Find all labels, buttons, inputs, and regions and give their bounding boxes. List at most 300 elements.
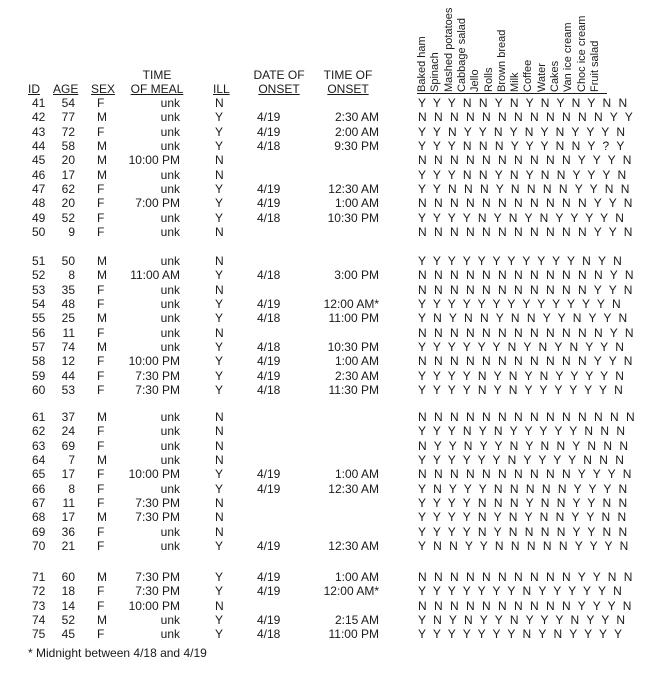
cell-id: 52 (32, 268, 46, 283)
cell-foods: Y N Y N N Y N N Y Y N Y Y N (418, 311, 630, 326)
cell-sex: M (97, 570, 107, 584)
cell-id: 67 (32, 496, 46, 511)
header-date-line2: ONSET (258, 82, 300, 96)
cell-foods: Y Y Y Y N Y N Y N Y Y Y Y N (418, 368, 626, 383)
cell-id: 69 (32, 524, 46, 539)
cell-id: 71 (32, 570, 46, 584)
cell-date: 4/19 (257, 467, 281, 482)
cell-sex: F (97, 467, 105, 482)
cell-age: 58 (61, 139, 75, 154)
table-row (0, 168, 652, 183)
food-header (444, 4, 456, 92)
cell-onset: 1:00 AM (334, 570, 379, 584)
cell-age: 74 (61, 340, 75, 355)
cell-onset: 12:30 AM (328, 481, 379, 496)
table-row (0, 439, 652, 454)
header-onset-line2: ONSET (327, 82, 369, 96)
table-row (0, 369, 652, 384)
cell-id: 47 (32, 182, 46, 197)
table-row (0, 125, 652, 140)
cell-id: 68 (32, 510, 46, 525)
cell-foods: Y N Y N Y Y N Y Y Y N Y Y N (418, 613, 628, 628)
cell-age: 48 (61, 297, 75, 312)
table-row (0, 424, 652, 439)
cell-ill: Y (215, 467, 224, 482)
cell-foods: Y N Y Y Y N N N N N Y Y Y N (418, 481, 630, 496)
cell-age: 37 (61, 410, 75, 424)
cell-ill: Y (215, 354, 224, 369)
food-header-label: Coffee (522, 59, 535, 92)
cell-sex: M (97, 153, 107, 168)
cell-meal: 10:00 PM (128, 467, 180, 482)
cell-age: 11 (62, 325, 75, 340)
table-row (0, 283, 652, 298)
cell-id: 45 (32, 153, 46, 168)
cell-id: 72 (32, 584, 46, 599)
cell-sex: M (97, 311, 107, 326)
cell-foods: N N N N N N N N N N Y Y N N (418, 570, 635, 584)
cell-meal: unk (160, 110, 180, 125)
cell-id: 74 (32, 613, 46, 628)
cell-age: 45 (61, 627, 75, 642)
cell-date: 4/19 (257, 539, 281, 554)
cell-ill: Y (215, 383, 224, 398)
header-id-label: ID (28, 82, 40, 96)
food-header (417, 4, 429, 92)
header-date-of-onset (250, 68, 308, 96)
cell-date: 4/18 (257, 139, 281, 154)
table-row (0, 510, 652, 525)
cell-meal: 10:00 PM (128, 354, 180, 369)
cell-foods: N N N N N N N N N N N N Y N (418, 268, 636, 283)
cell-date: 4/19 (257, 110, 281, 125)
cell-date: 4/18 (257, 627, 281, 642)
cell-foods: N N N N N N N N N N N Y Y N (418, 354, 635, 369)
cell-sex: F (97, 496, 105, 511)
table-row (0, 211, 652, 226)
cell-sex: F (97, 424, 105, 439)
cell-age: 69 (61, 438, 75, 453)
header-age-label: AGE (53, 82, 79, 96)
cell-ill: N (215, 424, 224, 439)
cell-meal: 7:00 PM (135, 196, 180, 211)
cell-age: 9 (68, 225, 75, 240)
cell-id: 50 (32, 225, 46, 240)
cell-meal: unk (160, 96, 180, 110)
food-header-label: Spinach (429, 52, 442, 92)
cell-meal: unk (160, 524, 180, 539)
cell-onset: 11:00 PM (328, 627, 379, 642)
cell-foods: Y Y Y Y Y Y Y N Y N Y Y Y Y (418, 627, 624, 642)
cell-date: 4/18 (257, 311, 281, 326)
cell-meal: unk (160, 627, 180, 642)
cell-date: 4/18 (257, 210, 281, 225)
cell-id: 65 (32, 467, 46, 482)
cell-ill: Y (215, 613, 224, 628)
cell-id: 60 (32, 383, 46, 398)
cell-age: 52 (61, 210, 75, 225)
cell-sex: F (97, 196, 105, 211)
cell-age: 20 (61, 153, 75, 168)
cell-foods: N N N N N N N N N N N Y Y N (418, 196, 635, 211)
table-row (0, 354, 652, 369)
cell-meal: unk (160, 182, 180, 197)
cell-foods: Y Y Y Y N Y N Y Y Y Y Y Y N (418, 383, 625, 398)
cell-foods: Y Y Y Y Y Y N Y N Y N Y Y N (418, 340, 626, 355)
cell-meal: unk (160, 210, 180, 225)
cell-onset: 10:30 PM (327, 340, 379, 355)
cell-age: 8 (68, 268, 75, 283)
cell-date: 4/19 (257, 354, 281, 369)
cell-age: 7 (68, 453, 75, 468)
cell-onset: 12:00 AM* (323, 584, 379, 599)
cell-id: 66 (32, 481, 46, 496)
header-id (28, 82, 40, 96)
cell-age: 17 (61, 510, 75, 525)
food-header-label: Jello (469, 69, 482, 92)
cell-ill: Y (215, 584, 224, 599)
cell-sex: F (97, 481, 105, 496)
cell-age: 12 (61, 354, 75, 369)
food-header-label: Mashed potatoes (442, 7, 455, 92)
food-header-label: Baked ham (416, 36, 428, 92)
header-date-line1: DATE OF (253, 68, 305, 82)
cell-age: 18 (61, 584, 75, 599)
table-row (0, 570, 652, 585)
cell-meal: unk (160, 311, 180, 326)
food-header-label: Fruit salad (588, 40, 601, 92)
cell-foods: N N N N N N N N N N Y Y Y N (418, 153, 634, 168)
food-header (550, 4, 562, 92)
cell-sex: F (97, 383, 105, 398)
cell-id: 54 (32, 297, 46, 312)
cell-sex: F (97, 282, 105, 297)
food-header-label: Cabbage salad (455, 17, 468, 92)
cell-age: 77 (61, 110, 75, 125)
cell-sex: F (97, 354, 105, 369)
table-row (0, 225, 652, 240)
cell-ill: N (215, 496, 224, 511)
cell-sex: F (97, 598, 105, 613)
cell-id: 41 (32, 96, 46, 110)
cell-meal: 10:00 PM (128, 153, 180, 168)
cell-id: 49 (32, 210, 46, 225)
cell-meal: unk (160, 453, 180, 468)
cell-foods: Y Y Y Y N Y N Y N Y Y Y Y N (418, 210, 626, 225)
cell-meal: 7:30 PM (135, 383, 180, 398)
cell-meal: unk (160, 282, 180, 297)
cell-meal: unk (160, 225, 180, 240)
cell-date: 4/19 (257, 196, 281, 211)
cell-date: 4/19 (257, 584, 281, 599)
cell-ill: N (215, 325, 224, 340)
cell-ill: Y (215, 481, 224, 496)
cell-ill: N (215, 96, 224, 110)
cell-id: 55 (32, 311, 46, 326)
cell-meal: unk (160, 124, 180, 139)
table-row (0, 268, 652, 283)
food-header (430, 4, 442, 92)
cell-ill: Y (215, 268, 224, 283)
cell-meal: unk (160, 167, 180, 182)
cell-date: 4/19 (257, 297, 281, 312)
cell-meal: 7:30 PM (135, 570, 180, 584)
cell-foods: Y Y Y Y Y Y Y N Y Y Y Y Y N (418, 584, 624, 599)
cell-sex: F (97, 182, 105, 197)
cell-age: 50 (61, 254, 75, 268)
cell-date: 4/19 (257, 481, 281, 496)
cell-onset: 2:30 AM (334, 368, 379, 383)
cell-sex: F (97, 584, 105, 599)
cell-age: 20 (61, 196, 75, 211)
cell-sex: F (97, 368, 105, 383)
cell-ill: N (215, 167, 224, 182)
table-row (0, 525, 652, 540)
cell-foods: N N N N N N N N N N N N Y Y (418, 110, 635, 125)
cell-foods: N N N N N N N N N N N Y Y N (418, 282, 635, 297)
food-header (484, 4, 496, 92)
cell-sex: M (97, 110, 107, 125)
food-header-label: Brown bread (495, 29, 508, 92)
food-header-label: Van ice cream (562, 22, 575, 92)
cell-sex: F (97, 225, 105, 240)
food-header (510, 4, 522, 92)
cell-meal: unk (160, 325, 180, 340)
cell-ill: Y (215, 182, 224, 197)
table-row (0, 110, 652, 125)
cell-ill: Y (215, 110, 224, 125)
cell-age: 44 (61, 368, 75, 383)
cell-ill: Y (215, 196, 224, 211)
header-ill (213, 82, 230, 96)
cell-age: 17 (61, 467, 75, 482)
cell-age: 17 (61, 167, 75, 182)
cell-age: 54 (61, 96, 75, 110)
cell-meal: unk (160, 613, 180, 628)
cell-sex: M (97, 340, 107, 355)
cell-sex: M (97, 613, 107, 628)
cell-ill: N (215, 510, 224, 525)
table-row (0, 311, 652, 326)
cell-onset: 1:00 AM (334, 467, 379, 482)
cell-id: 46 (32, 167, 46, 182)
cell-sex: F (97, 539, 105, 554)
cell-date: 4/18 (257, 340, 281, 355)
cell-date: 4/19 (257, 613, 281, 628)
table-row (0, 326, 652, 341)
cell-id: 42 (32, 110, 46, 125)
table-row (0, 196, 652, 211)
cell-ill: Y (215, 340, 224, 355)
table-row (0, 613, 652, 628)
cell-sex: F (97, 627, 105, 642)
table-row (0, 153, 652, 168)
table-row (0, 182, 652, 197)
table-row (0, 539, 652, 554)
cell-foods: Y Y Y Y Y Y N Y Y Y Y N N N (418, 453, 626, 468)
cell-age: 25 (61, 311, 75, 326)
cell-meal: 7:30 PM (135, 510, 180, 525)
food-header-underline (417, 93, 607, 94)
cell-meal: unk (160, 139, 180, 154)
cell-meal: unk (160, 438, 180, 453)
cell-ill: Y (215, 539, 224, 554)
cell-id: 59 (32, 368, 46, 383)
header-meal-line2: OF MEAL (130, 82, 184, 96)
cell-ill: Y (215, 210, 224, 225)
table-row (0, 254, 652, 269)
food-header (590, 4, 602, 92)
cell-foods: Y Y Y Y N Y N Y N N Y Y N N (418, 510, 629, 525)
cell-ill: N (215, 410, 224, 424)
cell-sex: M (97, 139, 107, 154)
cell-ill: Y (215, 124, 224, 139)
food-header-label: Milk (509, 72, 522, 92)
header-onset-line1: TIME OF (323, 68, 373, 82)
cell-sex: M (97, 254, 107, 268)
food-header (537, 4, 549, 92)
header-time-of-meal (128, 68, 186, 96)
table-row (0, 599, 652, 614)
cell-onset: 3:00 PM (334, 268, 379, 283)
cell-meal: 7:30 PM (135, 496, 180, 511)
cell-age: 24 (61, 424, 75, 439)
cell-sex: F (97, 297, 105, 312)
cell-id: 51 (32, 254, 46, 268)
cell-id: 57 (32, 340, 46, 355)
food-header-label: Rolls (482, 67, 495, 92)
table-row (0, 467, 652, 482)
table-row (0, 482, 652, 497)
food-header (497, 4, 509, 92)
cell-sex: M (97, 510, 107, 525)
table-row (0, 453, 652, 468)
cell-id: 44 (32, 139, 46, 154)
header-meal-line1: TIME (142, 68, 172, 82)
cell-id: 53 (32, 282, 46, 297)
cell-ill: Y (215, 368, 224, 383)
cell-age: 8 (68, 481, 75, 496)
cell-meal: unk (160, 297, 180, 312)
cell-onset: 11:00 PM (328, 311, 379, 326)
cell-meal: 7:30 PM (135, 368, 180, 383)
cell-id: 61 (32, 410, 46, 424)
cell-ill: N (215, 254, 224, 268)
cell-meal: 11:00 AM (130, 268, 180, 283)
cell-onset: 1:00 AM (334, 354, 379, 369)
table-row (0, 496, 652, 511)
footnote: * Midnight between 4/18 and 4/19 (28, 646, 207, 660)
cell-foods: N N N N N N N N N N N N Y N (418, 325, 636, 340)
cell-foods: Y Y Y Y N Y N N N N Y Y N N (418, 524, 630, 539)
cell-meal: 10:00 PM (128, 598, 180, 613)
cell-onset: 2:00 AM (334, 124, 379, 139)
cell-ill: N (215, 225, 224, 240)
cell-age: 52 (61, 613, 75, 628)
table-row (0, 410, 652, 425)
cell-id: 58 (32, 354, 46, 369)
food-header (577, 4, 589, 92)
food-header (523, 4, 535, 92)
cell-id: 56 (32, 325, 46, 340)
cell-foods: Y Y Y N N N Y Y Y N N Y ? Y (418, 139, 627, 154)
table-row (0, 627, 652, 642)
cell-onset: 12:00 AM* (323, 297, 379, 312)
cell-ill: Y (215, 570, 224, 584)
cell-date: 4/18 (257, 268, 281, 283)
cell-ill: Y (215, 627, 224, 642)
cell-foods: Y Y Y Y Y Y Y Y Y Y Y N Y N (418, 254, 624, 268)
cell-onset: 10:30 PM (327, 210, 379, 225)
cell-meal: unk (160, 539, 180, 554)
cell-foods: N N N N N N N N N N Y Y Y N (418, 598, 634, 613)
cell-date: 4/19 (257, 570, 281, 584)
table-row (0, 584, 652, 599)
header-sex (91, 82, 115, 96)
food-header (457, 4, 469, 92)
cell-foods: N N N N N N N N N N N Y Y N (418, 225, 635, 240)
cell-onset: 12:30 AM (328, 182, 379, 197)
cell-age: 53 (61, 383, 75, 398)
cell-age: 60 (61, 570, 75, 584)
cell-ill: Y (215, 311, 224, 326)
cell-foods: Y Y N Y Y N Y N Y N Y Y Y N (418, 124, 628, 139)
food-header (470, 4, 482, 92)
cell-id: 48 (32, 196, 46, 211)
cell-ill: N (215, 598, 224, 613)
cell-age: 14 (61, 598, 75, 613)
cell-sex: F (97, 524, 105, 539)
cell-onset: 11:30 PM (328, 383, 379, 398)
cell-date: 4/19 (257, 124, 281, 139)
cell-sex: F (97, 438, 105, 453)
cell-sex: M (97, 453, 107, 468)
cell-foods: N N N N N N N N N N N N N N (418, 410, 637, 424)
cell-sex: M (97, 410, 107, 424)
cell-sex: F (97, 124, 105, 139)
cell-id: 64 (32, 453, 46, 468)
cell-meal: unk (160, 254, 180, 268)
cell-age: 11 (62, 496, 75, 511)
cell-onset: 9:30 PM (334, 139, 379, 154)
cell-id: 43 (32, 124, 46, 139)
cell-onset: 2:30 AM (334, 110, 379, 125)
cell-date: 4/18 (257, 383, 281, 398)
cell-foods: N N N N N N N N N N Y Y Y N (418, 467, 634, 482)
cell-onset: 2:15 AM (334, 613, 379, 628)
food-header (563, 4, 575, 92)
table-row (0, 139, 652, 154)
table-row (0, 383, 652, 398)
cell-ill: Y (215, 139, 224, 154)
cell-onset: 1:00 AM (334, 196, 379, 211)
cell-sex: F (97, 96, 105, 110)
table-row (0, 297, 652, 312)
cell-ill: N (215, 153, 224, 168)
cell-age: 72 (61, 124, 75, 139)
cell-sex: F (97, 210, 105, 225)
header-time-of-onset (320, 68, 376, 96)
cell-ill: N (215, 282, 224, 297)
cell-foods: Y Y Y Y N N N Y N N Y Y N N (418, 496, 630, 511)
header-ill-label: ILL (213, 82, 230, 96)
cell-id: 75 (32, 627, 46, 642)
header-sex-label: SEX (91, 82, 116, 96)
food-header-label: Choc ice cream (575, 15, 588, 92)
cell-foods: N Y Y N Y Y N Y N N Y N N N (418, 438, 631, 453)
table-row (0, 340, 652, 355)
cell-foods: Y Y Y N N Y N Y N Y N Y N N (418, 96, 630, 110)
